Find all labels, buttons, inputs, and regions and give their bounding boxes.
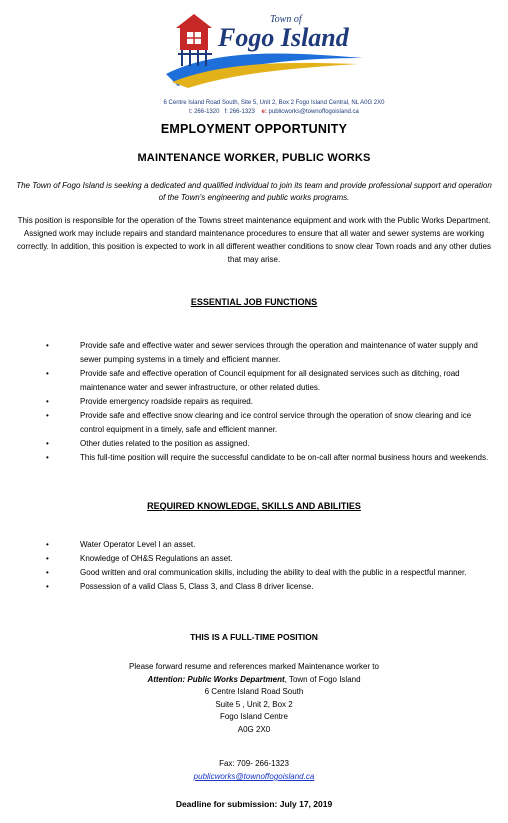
list-item: • Provide safe and effective water and sewer services through the operation and maintenance of water supply and sewer pumping systems in a timely and efficient manner.	[0, 339, 490, 367]
email-value: publicworks@townoffogoisland.ca	[268, 109, 359, 115]
fax-block	[0, 757, 508, 783]
address-line-1: 6 Centre Island Road South	[204, 687, 304, 696]
logo-small-text: Town of	[270, 14, 302, 25]
deadline: Deadline for submission: July 17, 2019	[175, 799, 333, 809]
fulltime-notice: THIS IS A FULL-TIME POSITION	[190, 632, 318, 642]
attention-line	[0, 674, 508, 687]
list-item: • Water Operator Level I an asset.	[0, 538, 490, 552]
list-item: • Possession of a valid Class 5, Class 3, and Class 8 driver license.	[0, 580, 490, 594]
list-item: • This full-time position will require the successful candidate to be on-call after normal business hours and weekends.	[0, 451, 490, 465]
address-line-4: A0G 2X0	[237, 724, 271, 734]
attention-label: Attention: Public Works Department	[147, 674, 285, 684]
list-item: • Good written and oral communication skills, including the ability to deal with the public in a respectful manner.	[0, 566, 490, 580]
tel-value: 266-1320	[194, 109, 220, 115]
email-link[interactable]: publicworks@townoffogoisland.ca	[193, 772, 315, 781]
fax-value: 266-1323	[229, 109, 255, 115]
list-item: • Provide safe and effective operation of Council equipment for all designated services such as ditching, road maintenance water and sewer infrastructure, or other related duties.	[0, 367, 490, 395]
functions-list	[0, 339, 508, 465]
attention-rest: , Town of Fogo Island	[284, 674, 361, 684]
town-logo	[158, 8, 368, 92]
functions-heading: ESSENTIAL JOB FUNCTIONS	[190, 297, 318, 307]
logo-name-text: Fogo Island	[218, 23, 349, 52]
skills-heading: REQUIRED KNOWLEDGE, SKILLS AND ABILITIES	[147, 501, 361, 511]
address-line-3: Fogo Island Centre	[219, 712, 289, 721]
list-item: • Knowledge of OH&S Regulations an asset.	[0, 552, 490, 566]
skills-list	[0, 538, 508, 594]
fax-label: f:	[224, 109, 228, 115]
list-item: • Other duties related to the position as assigned.	[0, 437, 490, 451]
forward-block	[0, 661, 508, 736]
list-item: • Provide safe and effective snow clearing and ice control service through the operation of snow clearing and ice control equipment in a timely, safe and efficient manner.	[0, 409, 490, 437]
intro-paragraph: The Town of Fogo Island is seeking a dedicated and qualified individual to join its team and provide professional support and operation of the Town's engineering and public works programs.	[16, 181, 492, 202]
address-line: 6 Centre Island Road South, Site 5, Unit 2, Box 2 Fogo Island Central, NL A0G 2X0	[163, 100, 385, 106]
contact-line	[20, 108, 508, 116]
fax-number: Fax: 709- 266-1323	[219, 759, 289, 768]
tel-label: t:	[189, 109, 193, 115]
list-item: • Provide emergency roadside repairs as required.	[0, 395, 490, 409]
page-title: EMPLOYMENT OPPORTUNITY	[160, 122, 348, 136]
address-line-2: Suite 5 , Unit 2, Box 2	[215, 699, 293, 709]
email-label: e:	[261, 109, 267, 115]
position-title: MAINTENANCE WORKER, PUBLIC WORKS	[137, 152, 371, 164]
description-paragraph: This position is responsible for the operation of the Towns street maintenance equipment and work with the Public Works Department. Assigned work may include repairs and standard maintenance procedures to ensure that all water and sewer systems are working correctly. In addition, this position is expected to work in all different weather conditions to snow clear Town roads and any other duties that may arise.	[16, 216, 492, 264]
forward-instruction: Please forward resume and references marked Maintenance worker to	[129, 662, 379, 671]
